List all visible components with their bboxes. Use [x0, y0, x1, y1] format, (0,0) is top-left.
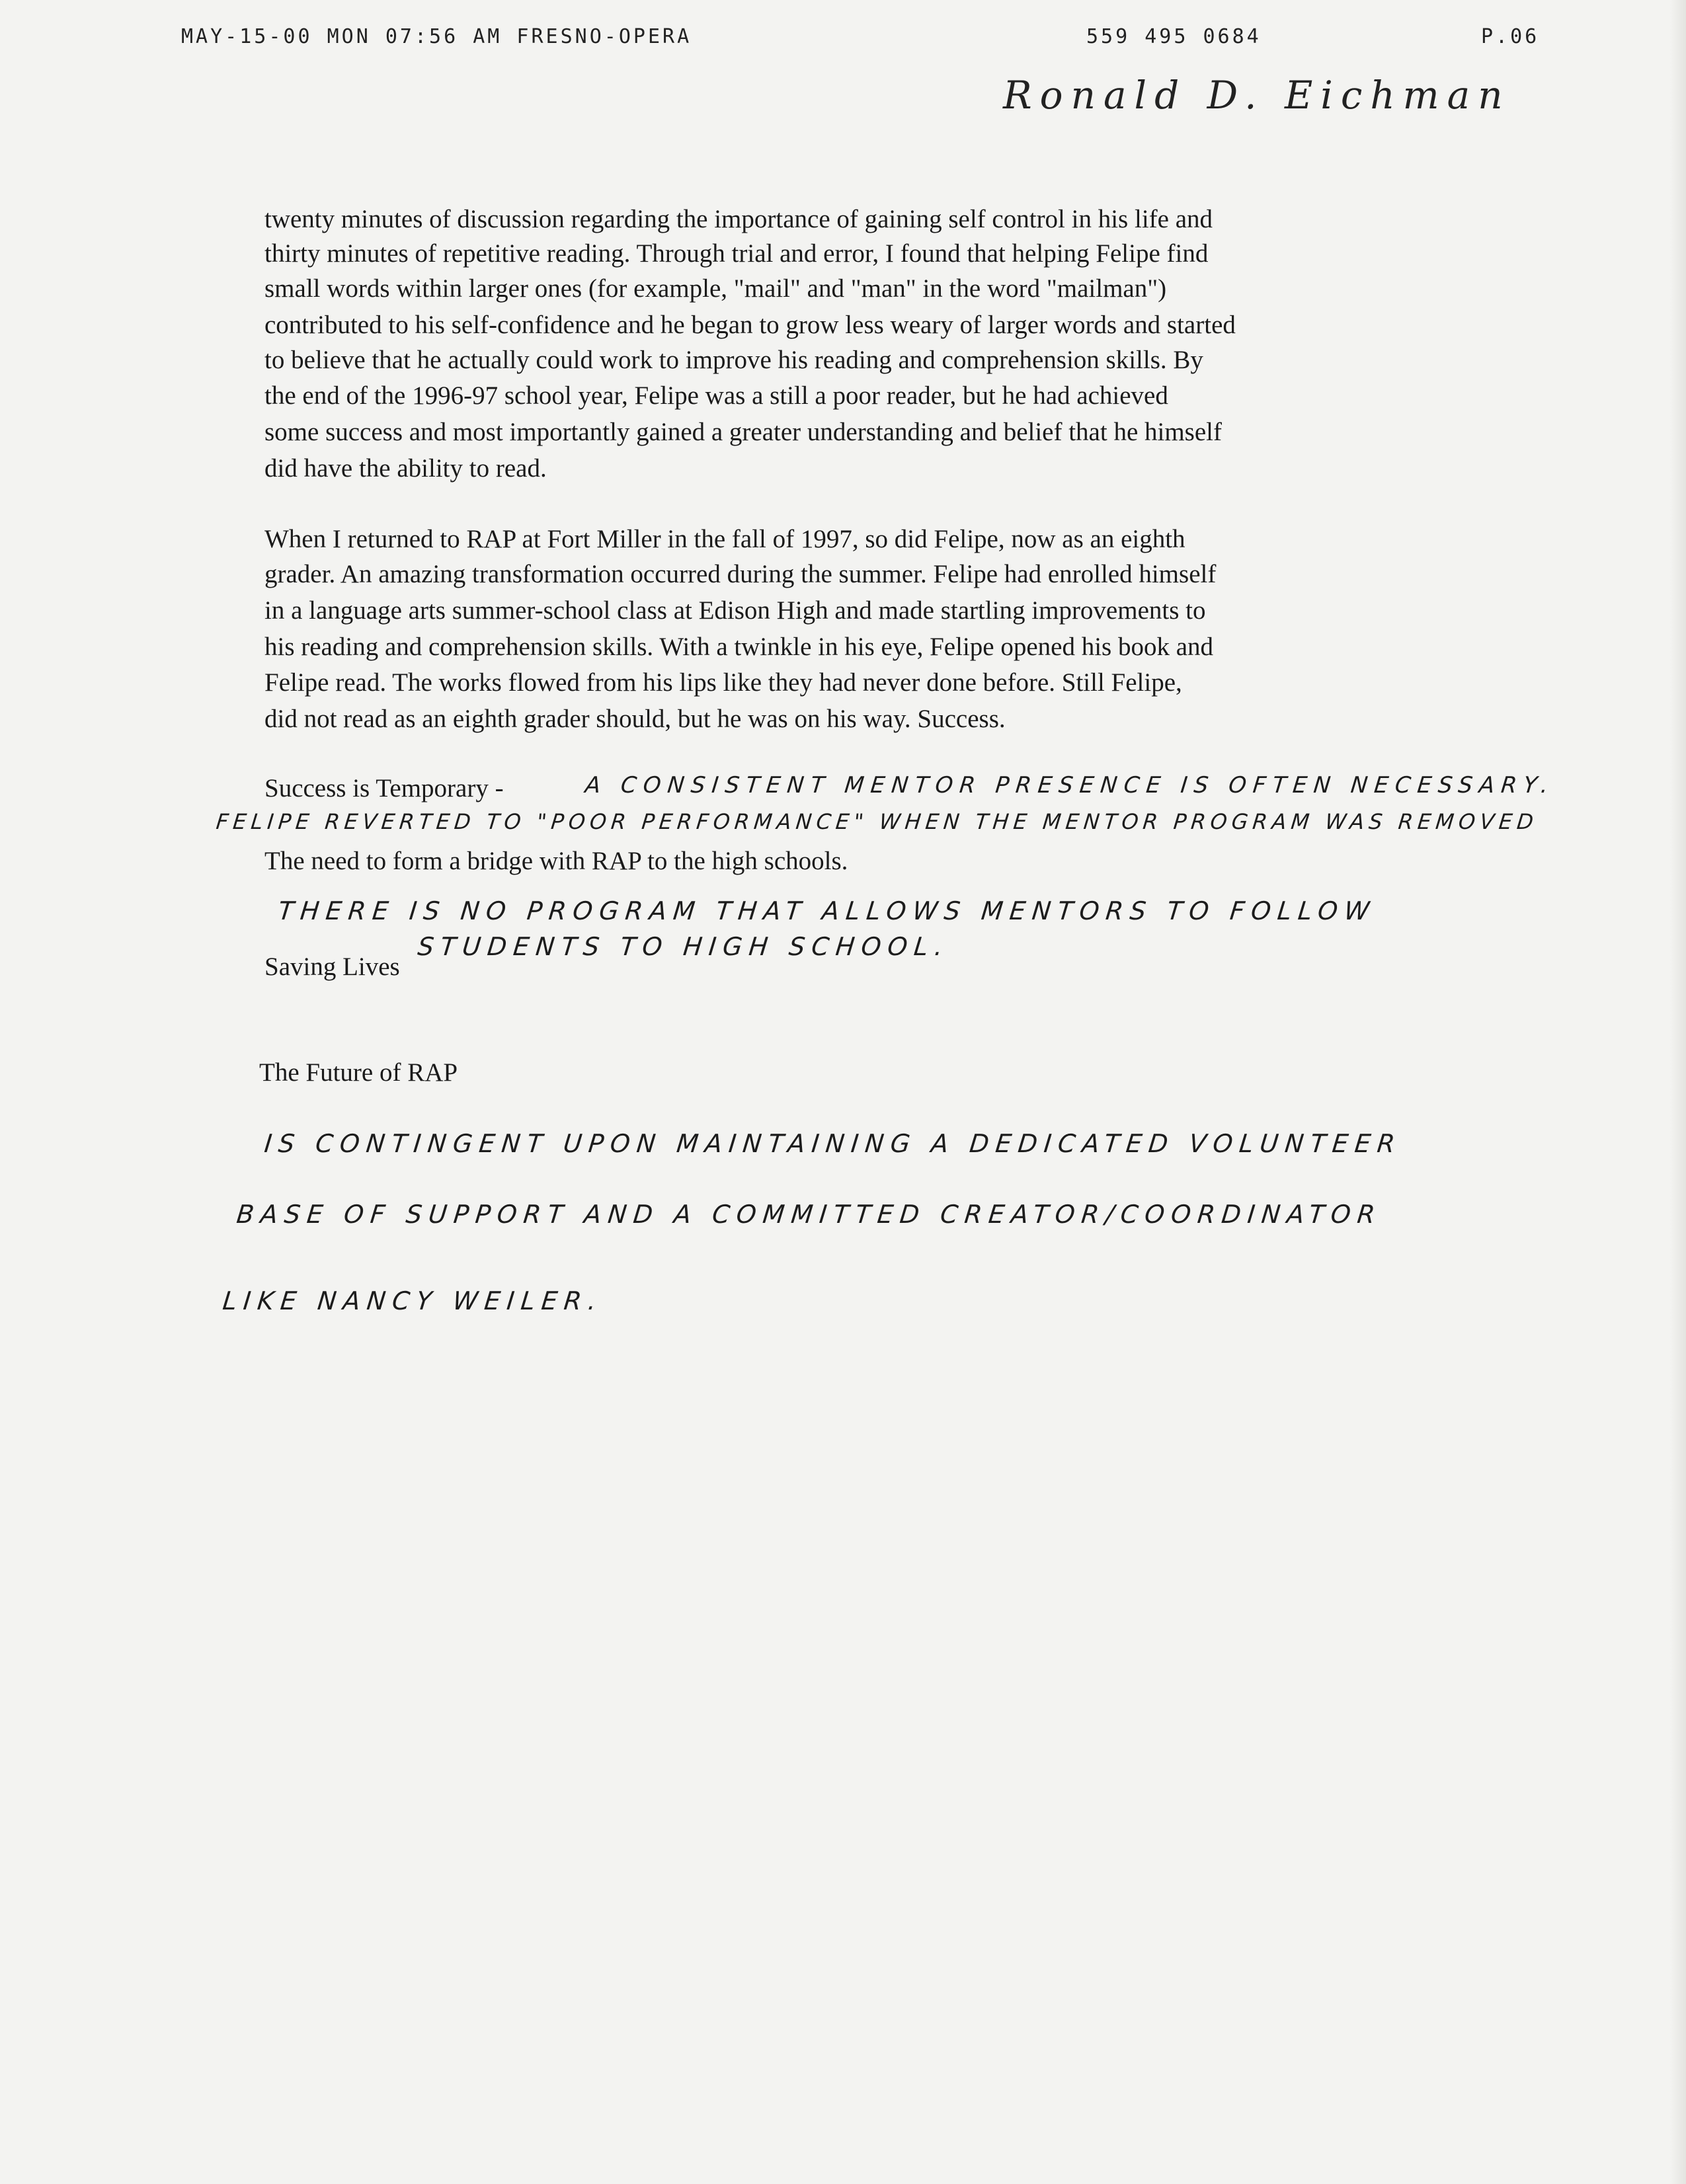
- text-line: thirty minutes of repetitive reading. Through trial and error, I found that helping Felipe find: [264, 239, 1209, 268]
- handwritten-note: A CONSISTENT MENTOR PRESENCE IS OFTEN NECESSARY.: [583, 772, 1556, 799]
- heading-success-temporary: Success is Temporary -: [264, 774, 504, 802]
- heading-saving-lives: Saving Lives: [264, 953, 400, 981]
- handwritten-note: THERE IS NO PROGRAM THAT ALLOWS MENTORS TO FOLLOW: [276, 896, 1378, 925]
- fax-header-page: P.06: [1481, 25, 1540, 48]
- handwritten-note: LIKE NANCY WEILER.: [221, 1286, 604, 1315]
- text-line: grader. An amazing transformation occurred during the summer. Felipe had enrolled himself: [264, 560, 1217, 588]
- handwritten-note: IS CONTINGENT UPON MAINTAINING A DEDICATED VOLUNTEER: [262, 1129, 1403, 1158]
- text-line: twenty minutes of discussion regarding the importance of gaining self control in his life and: [264, 205, 1213, 233]
- text-line: did have the ability to read.: [264, 454, 547, 483]
- text-line: his reading and comprehension skills. With a twinkle in his eye, Felipe opened his book and: [264, 633, 1214, 661]
- heading-future-of-rap: The Future of RAP: [259, 1058, 458, 1087]
- handwritten-note: FELIPE REVERTED TO "POOR PERFORMANCE" WHEN THE MENTOR PROGRAM WAS REMOVED: [215, 809, 1539, 834]
- text-line: contributed to his self-confidence and he began to grow less weary of larger words and started: [264, 311, 1236, 339]
- fax-header-phone: 559 495 0684: [1086, 25, 1262, 48]
- heading-bridge: The need to form a bridge with RAP to the high schools.: [264, 847, 848, 875]
- text-line: to believe that he actually could work to improve his reading and comprehension skills. By: [264, 346, 1203, 374]
- handwritten-note: BASE OF SUPPORT AND A COMMITTED CREATOR/COORDINATOR: [235, 1200, 1383, 1229]
- text-line: the end of the 1996-97 school year, Felipe was a still a poor reader, but he had achieved: [264, 381, 1168, 410]
- page-edge-shadow: [1670, 0, 1686, 2184]
- text-line: some success and most importantly gained a greater understanding and belief that he himself: [264, 418, 1222, 446]
- handwritten-signature: Ronald D. Eichman: [1003, 73, 1511, 118]
- text-line: did not read as an eighth grader should, but he was on his way. Success.: [264, 705, 1006, 733]
- fax-header-datetime: MAY-15-00 MON 07:56 AM FRESNO-OPERA: [181, 25, 692, 48]
- handwritten-note: STUDENTS TO HIGH SCHOOL.: [416, 932, 951, 961]
- text-line: When I returned to RAP at Fort Miller in the fall of 1997, so did Felipe, now as an eighth: [264, 525, 1185, 553]
- text-line: Felipe read. The works flowed from his lips like they had never done before. Still Felipe,: [264, 668, 1182, 697]
- text-line: small words within larger ones (for example, "mail" and "man" in the word "mailman"): [264, 274, 1167, 303]
- text-line: in a language arts summer-school class at Edison High and made startling improvements to: [264, 596, 1206, 625]
